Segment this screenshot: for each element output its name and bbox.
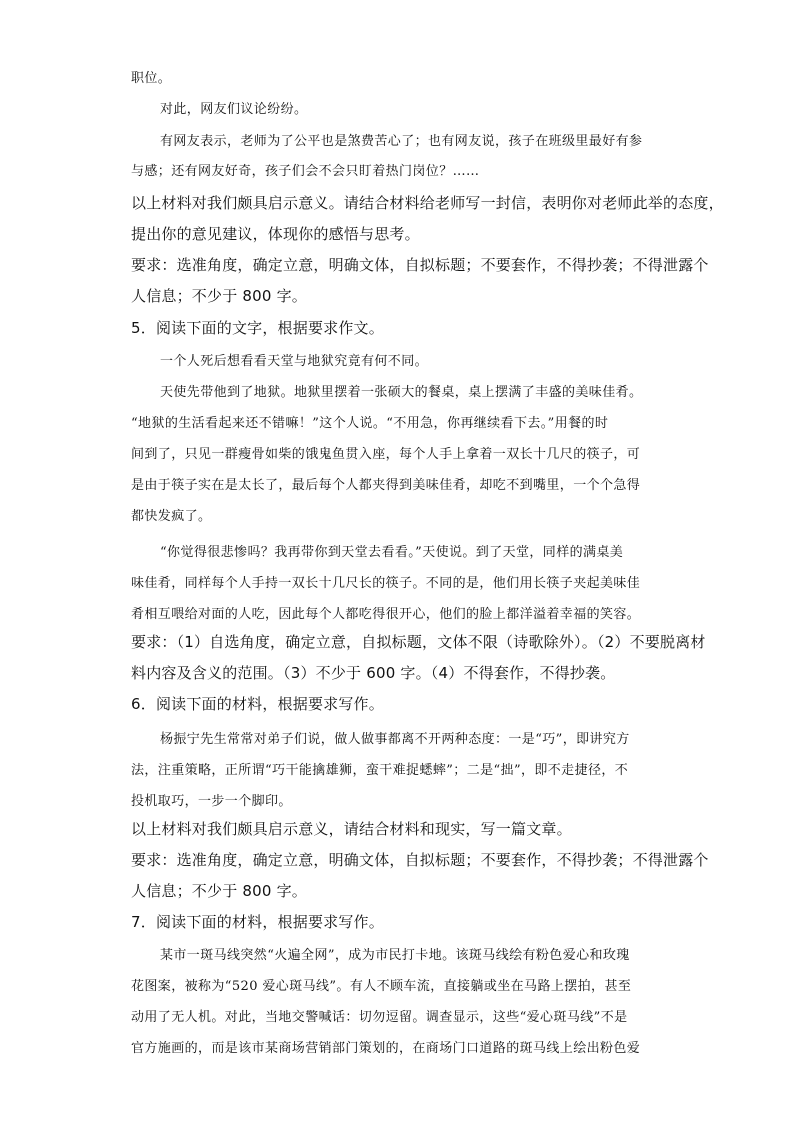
q7-material: 官方施画的，而是该市某商场营销部门策划的，在商场门口道路的斑马线上绘出粉色爱 <box>131 1041 641 1056</box>
q4-prompt: 以上材料对我们颇具启示意义。请结合材料给老师写一封信，表明你对老师此举的态度， <box>131 194 724 212</box>
q7-material: 花图案，被称为“520 爱心斑马线”。有人不顾车流，直接躺或坐在马路上摆拍，甚至 <box>131 979 632 994</box>
q5-material: 是由于筷子实在是太长了，最后每个人都夹得到美味佳肴，却吃不到嘴里，一个个急得 <box>131 478 641 493</box>
q6-requirements: 人信息；不少于 800 字。 <box>131 882 307 900</box>
q6-material: 法，注重策略，正所谓“巧干能擒雄狮，蛮干难捉蟋蟀”；二是“拙”，即不走捷径，不 <box>131 763 629 778</box>
q6-heading: 6．阅读下面的材料，根据要求写作。 <box>131 695 384 713</box>
q6-prompt: 以上材料对我们颇具启示意义，请结合材料和现实，写一篇文章。 <box>131 820 572 838</box>
q5-material: 间到了，只见一群瘦骨如柴的饿鬼鱼贯入座，每个人手上拿着一双长十几尺的筷子，可 <box>131 447 641 462</box>
q6-material: 杨振宁先生常常对弟子们说，做人做事都离不开两种态度：一是“巧”，即讲究方 <box>160 732 630 747</box>
q7-material: 动用了无人机。对此，当地交警喊话：切勿逗留。调查显示，这些“爱心斑马线”不是 <box>131 1010 628 1025</box>
q4-material-tail: 对此，网友们议论纷纷。 <box>160 102 308 117</box>
q5-material: “地狱的生活看起来还不错嘛！”这个人说。“不用急，你再继续看下去。”用餐的时 <box>131 416 609 431</box>
q7-heading: 7．阅读下面的材料，根据要求写作。 <box>131 913 384 931</box>
q4-requirements: 人信息；不少于 800 字。 <box>131 287 307 305</box>
q5-material: 天使先带他到了地狱。地狱里摆着一张硕大的餐桌，桌上摆满了丰盛的美味佳肴。 <box>160 385 643 400</box>
q4-material-tail: 职位。 <box>131 71 172 86</box>
q7-material: 某市一斑马线突然“火遍全网”，成为市民打卡地。该斑马线绘有粉色爱心和玫瑰 <box>160 948 630 963</box>
q5-material: 味佳肴，同样每个人手持一双长十几尺长的筷子。不同的是，他们用长筷子夹起美味佳 <box>131 576 641 591</box>
q5-material: 一个人死后想看看天堂与地狱究竟有何不同。 <box>160 354 429 369</box>
q6-requirements: 要求：选准角度，确定立意，明确文体，自拟标题；不要套作，不得抄袭；不得泄露个 <box>131 851 709 869</box>
q4-material-tail: 与感；还有网友好奇，孩子们会不会只盯着热门岗位？…… <box>131 164 480 179</box>
q5-requirements: 料内容及含义的范围。（3）不少于 600 字。（4）不得套作，不得抄袭。 <box>131 664 616 682</box>
q5-material: 肴相互喂给对面的人吃，因此每个人都吃得很开心，他们的脸上都洋溢着幸福的笑容。 <box>131 607 641 622</box>
q5-requirements: 要求：（1）自选角度，确定立意，自拟标题，文体不限（诗歌除外）。（2）不要脱离材 <box>131 633 706 651</box>
q4-requirements: 要求：选准角度，确定立意，明确文体，自拟标题；不要套作，不得抄袭；不得泄露个 <box>131 256 709 274</box>
q6-material: 投机取巧，一步一个脚印。 <box>131 794 292 809</box>
q5-heading: 5．阅读下面的文字，根据要求作文。 <box>131 319 384 337</box>
q4-material-tail: 有网友表示，老师为了公平也是煞费苦心了；也有网友说，孩子在班级里最好有参 <box>160 134 643 149</box>
q4-prompt: 提出你的意见建议，体现你的感悟与思考。 <box>131 225 420 243</box>
q5-material: 都快发疯了。 <box>131 509 212 524</box>
q5-material: “你觉得很悲惨吗？我再带你到天堂去看看。”天使说。到了天堂，同样的满桌美 <box>160 545 624 560</box>
